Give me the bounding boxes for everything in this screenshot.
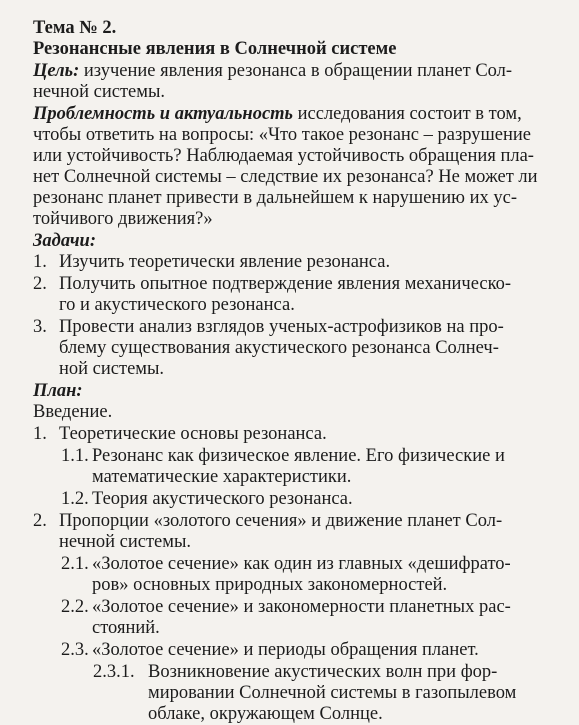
plan-intro: Введение.	[33, 402, 113, 422]
task-2-number: 2.	[33, 274, 47, 294]
task-3-text-3: ной системы.	[59, 359, 165, 379]
plan-1-text: Теоретические основы резонанса.	[59, 424, 327, 444]
plan-2-3-1-number: 2.3.1.	[93, 662, 135, 682]
plan-2-2-text-2: стояний.	[92, 618, 160, 638]
task-3-text-1: Провести анализ взглядов ученых-астрофизиков на про-	[59, 317, 504, 337]
problem-line-2: чтобы ответить на вопросы: «Что такое резонанс – разрушение	[33, 125, 532, 145]
goal-line-2: нечной системы.	[33, 82, 166, 102]
problem-label: Проблемность и актуальность	[33, 104, 293, 124]
problem-line-4: нет Солнечной системы – следствие их резонанса? Не может ли	[33, 167, 538, 187]
plan-1-1-text-1: Резонанс как физическое явление. Его физические и	[92, 446, 505, 466]
problem-line-1	[33, 104, 522, 125]
problem-line-3: или устойчивость? Наблюдаемая устойчивость обращения пла-	[33, 146, 534, 166]
problem-text-1: исследования состоит в том,	[297, 104, 522, 124]
topic-number: Тема № 2.	[33, 18, 117, 38]
task-1-number: 1.	[33, 252, 47, 272]
problem-line-6: тойчивого движения?»	[33, 209, 213, 229]
plan-2-number: 2.	[33, 511, 47, 531]
plan-2-text-1: Пропорции «золотого сечения» и движение планет Сол-	[59, 511, 503, 531]
plan-2-3-text: «Золотое сечение» и периоды обращения планет.	[92, 640, 479, 660]
plan-label: План:	[33, 381, 83, 401]
plan-2-1-number: 2.1.	[61, 554, 89, 574]
plan-2-text-2: нечной системы.	[59, 532, 192, 552]
plan-1-1-text-2: математические характеристики.	[92, 467, 352, 487]
plan-1-2-number: 1.2.	[61, 489, 89, 509]
document-heading: Резонансные явления в Солнечной системе	[33, 39, 397, 59]
plan-1-1-number: 1.1.	[61, 446, 89, 466]
task-3-number: 3.	[33, 317, 47, 337]
plan-1-2-text: Теория акустического резонанса.	[92, 489, 353, 509]
task-2-text-2: го и акустического резонанса.	[59, 295, 295, 315]
goal-label: Цель:	[33, 61, 80, 81]
plan-2-2-number: 2.2.	[61, 597, 89, 617]
task-3-text-2: блему существования акустического резонанса Солнеч-	[59, 338, 499, 358]
plan-2-3-number: 2.3.	[61, 640, 89, 660]
plan-2-3-1-text-3: облаке, окружающем Солнце.	[148, 704, 383, 724]
task-2-text-1: Получить опытное подтверждение явления механическо-	[59, 274, 512, 294]
problem-line-5: резонанс планет привести в дальнейшем к нарушению их ус-	[33, 188, 518, 208]
goal-line-1	[33, 61, 512, 82]
plan-1-number: 1.	[33, 424, 47, 444]
plan-2-3-1-text-2: мировании Солнечной системы в газопылевом	[148, 683, 517, 703]
tasks-label: Задачи:	[33, 231, 97, 251]
task-1-text: Изучить теоретически явление резонанса.	[59, 252, 391, 272]
goal-text-1: изучение явления резонанса в обращении планет Сол-	[83, 61, 513, 81]
plan-2-1-text-2: ров» основных природных закономерностей.	[92, 575, 448, 595]
plan-2-2-text-1: «Золотое сечение» и закономерности планетных рас-	[92, 597, 511, 617]
plan-2-3-1-text-1: Возникновение акустических волн при фор-	[148, 662, 498, 682]
plan-2-1-text-1: «Золотое сечение» как один из главных «дешифрато-	[92, 554, 511, 574]
